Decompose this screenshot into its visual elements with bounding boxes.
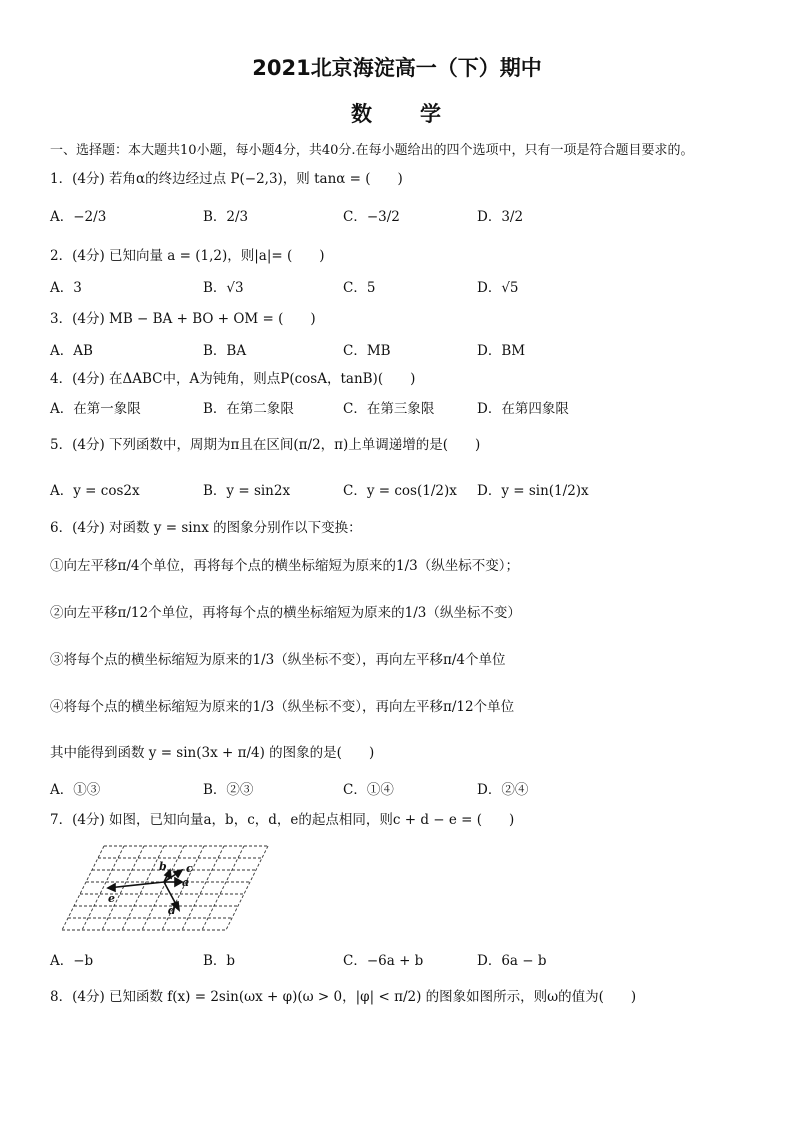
q2-option-b: B．√3 [203, 280, 244, 296]
q2-option-d: D．√5 [477, 280, 519, 296]
q1-option-c: C．−3/2 [343, 209, 400, 225]
section-instructions: 一、选择题：本大题共10小题，每小题4分，共40分.在每小题给出的四个选项中，只有一项是符合题目要求的。 [50, 143, 694, 158]
q5-option-c: C．y = cos(1/2)x [343, 483, 457, 499]
label-e: e [108, 892, 115, 905]
q6-option-c: C．①④ [343, 782, 394, 798]
q4-option-a: A．在第一象限 [50, 401, 141, 417]
q7-option-a: A．−b [50, 953, 94, 969]
q6-option-d: D．②④ [477, 782, 529, 798]
question-6: 6．(4分) 对函数 y = sinx 的图象分别作以下变换： [50, 520, 362, 536]
q3-option-a: A．AB [50, 343, 93, 359]
label-d: d [168, 904, 176, 917]
vector-grid-figure [52, 842, 270, 938]
question-7: 7．(4分) 如图，已知向量a，b，c，d，e的起点相同，则c + d − e = ( ) [50, 812, 515, 828]
q6-question: 其中能得到函数 y = sin(3x + π/4) 的图象的是( ) [50, 745, 375, 761]
q6-transform-4: ④将每个点的横坐标缩短为原来的1/3（纵坐标不变），再向左平移π/12个单位 [50, 699, 515, 715]
q2-option-c: C．5 [343, 280, 376, 296]
q1-option-a: A．−2/3 [50, 209, 107, 225]
q4-option-b: B．在第二象限 [203, 401, 294, 417]
q4-option-c: C．在第三象限 [343, 401, 435, 417]
q5-option-a: A．y = cos2x [50, 483, 140, 499]
q3-option-d: D．BM [477, 343, 526, 359]
question-1: 1．(4分) 若角α的终边经过点 P(−2,3)，则 tanα = ( ) [50, 171, 403, 187]
label-c: c [186, 862, 193, 875]
q6-transform-2: ②向左平移π/12个单位，再将每个点的横坐标缩短为原来的1/3（纵坐标不变） [50, 605, 521, 621]
q1-option-b: B．2/3 [203, 209, 249, 225]
question-8: 8．(4分) 已知函数 f(x) = 2sin(ωx + φ)(ω > 0，|φ| < π/2) 的图象如图所示，则ω的值为( ) [50, 989, 637, 1005]
q6-option-b: B．②③ [203, 782, 254, 798]
q3-option-c: C．MB [343, 343, 391, 359]
q3-option-b: B．BA [203, 343, 247, 359]
q6-transform-3: ③将每个点的横坐标缩短为原来的1/3（纵坐标不变），再向左平移π/4个单位 [50, 652, 506, 668]
question-5: 5．(4分) 下列函数中，周期为π且在区间(π/2，π)上单调递增的是( ) [50, 437, 481, 453]
page-title: 2021北京海淀高一（下）期中 [252, 56, 542, 80]
q4-option-d: D．在第四象限 [477, 401, 569, 417]
q7-option-c: C．−6a + b [343, 953, 424, 969]
q6-option-a: A．①③ [50, 782, 101, 798]
q5-option-b: B．y = sin2x [203, 483, 291, 499]
q2-option-a: A．3 [50, 280, 82, 296]
q5-option-d: D．y = sin(1/2)x [477, 483, 589, 499]
question-4: 4．(4分) 在ΔABC中，A为钝角，则点P(cosA，tanB)( ) [50, 371, 416, 387]
question-3: 3．(4分) MB − BA + BO + OM = ( ) [50, 311, 316, 327]
q1-option-d: D．3/2 [477, 209, 524, 225]
vector-e-arrow [108, 882, 164, 888]
label-b: b [159, 860, 167, 873]
q6-transform-1: ①向左平移π/4个单位，再将每个点的横坐标缩短为原来的1/3（纵坐标不变）； [50, 558, 519, 574]
q7-option-b: B．b [203, 953, 236, 969]
subject-title: 数 学 [351, 102, 443, 126]
q7-option-d: D．6a − b [477, 953, 547, 969]
parallelogram-grid [62, 846, 268, 930]
label-a: a [182, 876, 190, 889]
question-2: 2．(4分) 已知向量 a = (1,2)，则|a|= ( ) [50, 248, 325, 264]
